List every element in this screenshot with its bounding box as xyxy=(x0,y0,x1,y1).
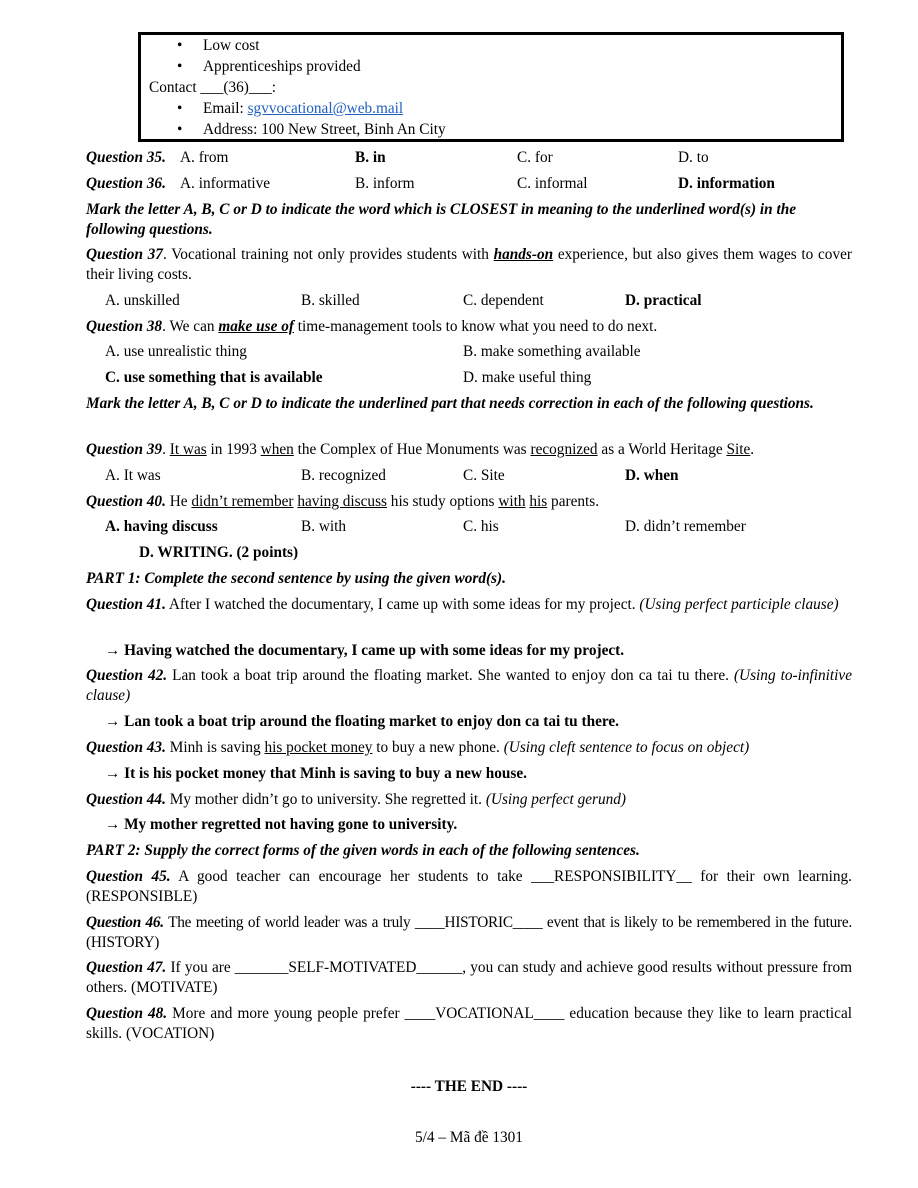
question-42 xyxy=(86,666,852,706)
question-text: the Complex of Hue Monuments was xyxy=(293,441,531,458)
question-48 xyxy=(86,1004,852,1044)
option-c: C. for xyxy=(517,149,553,166)
answer-43: → It is his pocket money that Minh is saving to buy a new house. xyxy=(105,765,528,782)
question-label: Question 36. xyxy=(86,175,166,192)
option-c: C. dependent xyxy=(463,292,544,309)
underlined-part: his xyxy=(529,493,548,510)
question-40 xyxy=(86,492,852,512)
question-label: Question 43. xyxy=(86,739,166,756)
question-label: Question 38 xyxy=(86,318,163,335)
list-item-address: • Address: 100 New Street, Binh An City xyxy=(141,119,841,140)
question-text: Lan took a boat trip around the floating market. She wanted to enjoy don ca tai tu there. xyxy=(167,667,734,684)
question-text: time-management tools to know what you need to do next. xyxy=(293,318,658,335)
underlined-part: when xyxy=(260,441,294,458)
underlined-part: having discuss xyxy=(297,493,387,510)
question-text: to buy a new phone. xyxy=(372,739,504,756)
underlined-word: hands-on xyxy=(493,246,554,263)
option-c: C. Site xyxy=(463,467,505,484)
question-text: The meeting of world leader was a truly ____HISTORIC____ event that is likely to be remembered in the future. (HISTORY) xyxy=(86,914,852,951)
question-label: Question 46. xyxy=(86,914,164,931)
info-list-top xyxy=(141,35,841,77)
answer-44: → My mother regretted not having gone to university. xyxy=(105,816,458,833)
instruction-correction: Mark the letter A, B, C or D to indicate the underlined part that needs correction in each of the following questions. xyxy=(86,395,814,412)
option-d: D. information xyxy=(678,175,775,192)
question-text: After I watched the documentary, I came up with some ideas for my project. xyxy=(165,596,640,613)
option-d: D. when xyxy=(625,467,679,484)
question-35 xyxy=(86,148,852,168)
question-text: . xyxy=(162,441,170,458)
question-46 xyxy=(86,913,852,953)
question-37 xyxy=(86,245,852,285)
email-link[interactable]: sgvvocational@web.mail xyxy=(247,100,404,117)
option-b: B. skilled xyxy=(301,292,360,309)
question-label: Question 45. xyxy=(86,868,171,885)
question-44 xyxy=(86,790,852,810)
the-end: ---- THE END ---- xyxy=(410,1078,528,1095)
question-label: Question 48. xyxy=(86,1005,168,1022)
option-c: C. his xyxy=(463,518,499,535)
question-hint: (Using to-infinitive clause) xyxy=(86,667,852,704)
option-a: A. unskilled xyxy=(105,292,180,309)
option-b: B. recognized xyxy=(301,467,386,484)
question-47 xyxy=(86,958,852,998)
question-label: Question 35. xyxy=(86,149,166,166)
question-text: his study options xyxy=(386,493,499,510)
question-label: Question 41. xyxy=(86,596,166,613)
underlined-part: with xyxy=(498,493,526,510)
info-box xyxy=(138,32,844,142)
question-text: Minh is saving xyxy=(165,739,265,756)
question-label: Question 40. xyxy=(86,493,166,510)
list-item: • Low cost xyxy=(141,35,841,56)
underlined-part: Site xyxy=(726,441,751,458)
option-a: A. use unrealistic thing xyxy=(105,343,247,360)
question-text: as a World Heritage xyxy=(597,441,727,458)
part2-heading: PART 2: Supply the correct forms of the given words in each of the following sentences. xyxy=(86,842,640,859)
underlined-word: make use of xyxy=(218,318,294,335)
option-a: A. informative xyxy=(180,175,271,192)
instruction-closest: Mark the letter A, B, C or D to indicate the word which is CLOSEST in meaning to the underlined word(s) in the following questions. xyxy=(86,201,796,238)
contact-label: Contact ___(36)___: xyxy=(149,79,277,96)
info-list-contact xyxy=(141,98,841,140)
part1-heading: PART 1: Complete the second sentence by using the given word(s). xyxy=(86,570,506,587)
question-text: in 1993 xyxy=(206,441,261,458)
question-label: Question 42. xyxy=(86,667,168,684)
option-d: D. practical xyxy=(625,292,702,309)
underlined-part: his pocket money xyxy=(264,739,373,756)
question-36 xyxy=(86,174,852,194)
answer-42: → Lan took a boat trip around the floating market to enjoy don ca tai tu there. xyxy=(105,713,620,730)
question-text: My mother didn’t go to university. She regretted it. xyxy=(165,791,486,808)
underlined-part: It was xyxy=(169,441,207,458)
option-d: D. make useful thing xyxy=(463,369,592,386)
underlined-part: didn’t remember xyxy=(191,493,294,510)
option-a: A. It was xyxy=(105,467,161,484)
question-text: experience, but also gives them wages to cover their living costs. xyxy=(86,246,852,283)
page-footer: 5/4 – Mã đề 1301 xyxy=(415,1129,523,1146)
question-hint: (Using perfect participle clause) xyxy=(639,596,839,613)
question-text: . We can xyxy=(162,318,219,335)
question-text: If you are _______SELF-MOTIVATED______, you can study and achieve good results without pressure from others. (MOTIVATE) xyxy=(86,959,853,996)
question-text: parents. xyxy=(547,493,600,510)
option-b: B. inform xyxy=(355,175,415,192)
question-text: A good teacher can encourage her students to take ___RESPONSIBILITY__ for their own learning. (RESPONSIBLE) xyxy=(86,868,852,905)
question-text: More and more young people prefer ____VOCATIONAL____ education because they like to learn practical skills. (VOCATION) xyxy=(86,1005,852,1042)
underlined-part: recognized xyxy=(530,441,598,458)
option-c: C. informal xyxy=(517,175,588,192)
option-d: D. didn’t remember xyxy=(625,518,746,535)
email-label: Email: xyxy=(203,100,248,117)
section-heading-writing: D. WRITING. (2 points) xyxy=(139,544,299,561)
question-38 xyxy=(86,317,852,337)
option-a: A. from xyxy=(180,149,229,166)
list-item: • Apprenticeships provided xyxy=(141,56,841,77)
list-item-email xyxy=(141,98,841,119)
question-text: . Vocational training not only provides students with xyxy=(162,246,494,263)
option-c: C. use something that is available xyxy=(105,369,323,386)
option-d: D. to xyxy=(678,149,709,166)
question-hint: (Using cleft sentence to focus on object) xyxy=(503,739,750,756)
question-hint: (Using perfect gerund) xyxy=(485,791,627,808)
question-41 xyxy=(86,595,852,615)
question-45 xyxy=(86,867,852,907)
answer-41: → Having watched the documentary, I came up with some ideas for my project. xyxy=(105,642,625,659)
question-label: Question 37 xyxy=(86,246,163,263)
question-43 xyxy=(86,738,852,758)
question-label: Question 44. xyxy=(86,791,166,808)
question-text: . xyxy=(750,441,755,458)
option-b: B. make something available xyxy=(463,343,641,360)
option-b: B. in xyxy=(355,149,386,166)
question-text: He xyxy=(165,493,192,510)
question-39 xyxy=(86,440,852,460)
option-a: A. having discuss xyxy=(105,518,218,535)
question-label: Question 47. xyxy=(86,959,167,976)
option-b: B. with xyxy=(301,518,347,535)
question-label: Question 39 xyxy=(86,441,163,458)
